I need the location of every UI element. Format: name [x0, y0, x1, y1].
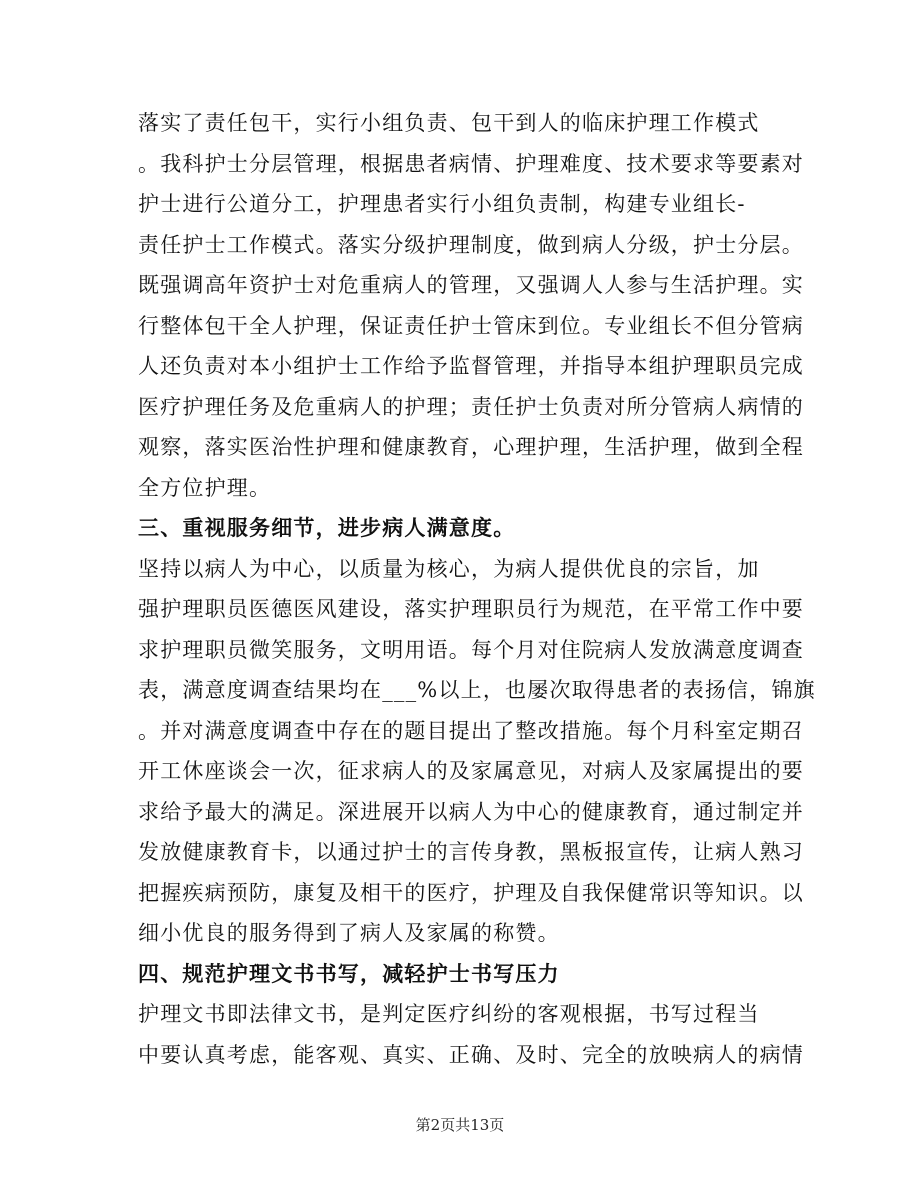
- body-text-line: 医疗护理任务及危重病人的护理；责任护士负责对所分管病人病情的: [138, 395, 804, 419]
- body-text-line: 行整体包干全人护理，保证责任护士管床到位。专业组长不但分管病: [138, 314, 804, 338]
- body-text-line: 。并对满意度调查中存在的题目提出了整改措施。每个月科室定期召: [138, 719, 804, 743]
- body-text-line: 落实了责任包干，实行小组负责、包干到人的临床护理工作模式: [138, 111, 760, 135]
- body-text-line: 求护理职员微笑服务，文明用语。每个月对住院病人发放满意度调查: [138, 638, 804, 662]
- body-text-line: 发放健康教育卡，以通过护士的言传身教，黑板报宣传，让病人熟习: [138, 840, 804, 864]
- body-text-line: 观察，落实医治性护理和健康教育，心理护理，生活护理，做到全程: [138, 435, 804, 459]
- body-text-line: 细小优良的服务得到了病人及家属的称赞。: [138, 921, 560, 945]
- body-text-line: 把握疾病预防，康复及相干的医疗，护理及自我保健常识等知识。以: [138, 881, 804, 905]
- body-text-line: 中要认真考虑，能客观、真实、正确、及时、完全的放映病人的病情: [138, 1043, 804, 1067]
- body-text-line: 坚持以病人为中心，以质量为核心，为病人提供优良的宗旨，加: [138, 557, 760, 581]
- page-number-footer: 第2页共13页: [415, 1116, 505, 1134]
- body-text-line: 。我科护士分层管理，根据患者病情、护理难度、技术要求等要素对: [138, 152, 804, 176]
- body-text-line: 求给予最大的满足。深进展开以病人为中心的健康教育，通过制定并: [138, 800, 804, 824]
- body-text-line: 全方位护理。: [138, 476, 272, 500]
- body-text-line: 既强调高年资护士对危重病人的管理，又强调人人参与生活护理。实: [138, 273, 804, 297]
- section-heading-4: 四、规范护理文书书写，减轻护士书写压力: [138, 962, 560, 986]
- body-text-line: 开工休座谈会一次，征求病人的及家属意见，对病人及家属提出的要: [138, 759, 804, 783]
- body-text-line: 表，满意度调查结果均在___%以上，也屡次取得患者的表扬信，锦旗: [138, 678, 816, 702]
- body-text-line: 责任护士工作模式。落实分级护理制度，做到病人分级，护士分层。: [138, 233, 804, 257]
- section-heading-3: 三、重视服务细节，进步病人满意度。: [138, 516, 516, 540]
- body-text-line: 强护理职员医德医风建设，落实护理职员行为规范，在平常工作中要: [138, 597, 804, 621]
- body-text-line: 护理文书即法律文书，是判定医疗纠纷的客观根据，书写过程当: [138, 1002, 760, 1026]
- body-text-line: 人还负责对本小组护士工作给予监督管理，并指导本组护理职员完成: [138, 354, 804, 378]
- body-text-line: 护士进行公道分工，护理患者实行小组负责制，构建专业组长-: [138, 192, 746, 216]
